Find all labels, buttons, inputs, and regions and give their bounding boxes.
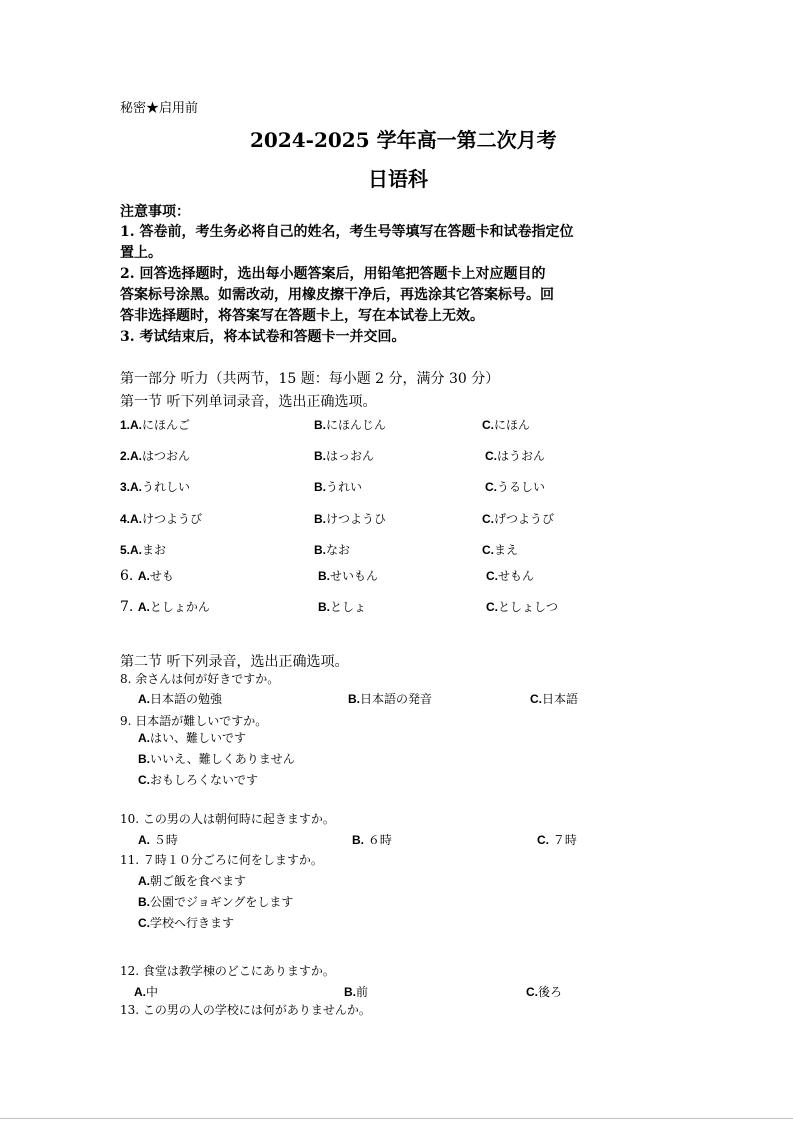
question-13: 13. この男の人の学校には何がありませんか。: [120, 1003, 371, 1017]
option-label: B.: [314, 543, 326, 557]
question-8-option-b: [348, 690, 432, 707]
option-text: ６時: [367, 833, 392, 847]
question-3-option-c: [485, 478, 545, 495]
question-11-option-c: [138, 914, 234, 931]
option-text: 日本語の発音: [360, 692, 433, 706]
option-text: にほんじん: [326, 418, 387, 432]
question-5-option-c: [482, 541, 518, 558]
question-12: 12. 食堂は教学棟のどこにありますか。: [120, 964, 335, 978]
question-7-option-c: [486, 598, 558, 615]
question-2-option-c: [485, 447, 545, 464]
option-text: 学校へ行きます: [150, 916, 235, 930]
option-label: A.: [130, 418, 143, 432]
option-label: B.: [352, 833, 364, 847]
question-number: 5.: [120, 543, 131, 557]
option-text: うれしい: [142, 480, 191, 494]
notice-item-1-line-2: 置上。: [120, 245, 162, 261]
question-6-option-c: [486, 567, 534, 584]
option-label: B.: [138, 895, 150, 909]
notice-item-1-line-1: 答卷前，考生务必将自己的姓名，考生号等填写在答题卡和试卷指定位: [139, 224, 574, 240]
notice-num-2: 2.: [120, 266, 135, 282]
notice-item-2: [120, 263, 546, 283]
option-label: C.: [482, 418, 494, 432]
notice-item-2-line-3: 答非选择题时，将答案写在答题卡上，写在本试卷上无效。: [120, 308, 484, 324]
question-9: 9. 日本語が難しいですか。: [120, 714, 268, 728]
option-label: C.: [526, 985, 538, 999]
question-number: 2.: [120, 449, 131, 463]
option-label: A.: [137, 569, 150, 583]
option-text: 公園でジョギングをします: [150, 895, 294, 909]
option-label: B.: [344, 985, 356, 999]
option-label: A.: [134, 985, 146, 999]
question-8-option-a: [138, 690, 222, 707]
option-label: C.: [485, 480, 497, 494]
question-9-option-a: [138, 729, 246, 746]
option-label: A.: [130, 543, 143, 557]
question-9-option-c: [138, 771, 258, 788]
question-number: 4.: [120, 512, 131, 526]
question-5-option-b: [314, 541, 350, 558]
question-4-option-c: [482, 510, 554, 527]
notice-num-3: 3.: [120, 329, 135, 345]
option-text: はっおん: [326, 449, 375, 463]
option-label: C.: [537, 833, 549, 847]
confidential-label: 秘密★启用前: [120, 101, 199, 116]
option-text: なお: [326, 543, 351, 557]
question-12-option-a: [134, 983, 158, 1000]
option-text: 朝ご飯を食べます: [150, 874, 247, 888]
option-label: A.: [130, 512, 143, 526]
question-10: 10. この男の人は朝何時に起きますか。: [120, 812, 335, 826]
question-number: 1.: [120, 418, 131, 432]
notice-heading: 注意事项：: [120, 204, 190, 220]
option-label: B.: [348, 692, 360, 706]
notice-item-2-line-1: 回答选择题时，选出每小题答案后，用铅笔把答题卡上对应题目的: [139, 266, 546, 282]
question-4: [120, 510, 202, 527]
option-text: けつようび: [142, 512, 203, 526]
option-text: せもん: [498, 569, 535, 583]
notice-item-2-line-2: 答案标号涂黑。如需改动，用橡皮擦干净后，再选涂其它答案标号。回: [120, 287, 554, 303]
question-number: 7.: [120, 599, 138, 615]
option-label: B.: [314, 512, 326, 526]
option-label: C.: [486, 569, 498, 583]
question-10-option-b: [352, 831, 392, 848]
option-label: A.: [130, 480, 143, 494]
section2-heading: 第二节 听下列录音，选出正确选项。: [120, 654, 349, 670]
option-label: B.: [314, 449, 326, 463]
question-12-option-c: [526, 983, 562, 1000]
option-text: いいえ、難しくありません: [150, 752, 295, 766]
question-4-option-b: [314, 510, 386, 527]
option-text: ７時: [552, 833, 577, 847]
option-label: A.: [130, 449, 143, 463]
option-label: A.: [138, 731, 150, 745]
question-10-option-c: [537, 831, 577, 848]
exam-subject: 日语科: [368, 167, 428, 191]
part1-heading: 第一部分 听力（共两节，15 题：每小题 2 分，满分 30 分）: [120, 371, 500, 387]
question-8-option-c: [530, 690, 578, 707]
option-label: A.: [137, 600, 150, 614]
option-text: おもしろくないです: [150, 773, 259, 787]
question-12-option-b: [344, 983, 368, 1000]
option-text: 後ろ: [538, 985, 563, 999]
option-text: としょしつ: [498, 600, 559, 614]
question-6-option-b: [318, 567, 378, 584]
question-8: 8. 余さんは何が好きですか。: [120, 672, 280, 686]
option-label: B.: [314, 418, 326, 432]
notice-num-1: 1.: [120, 224, 135, 240]
question-1-option-c: [482, 416, 530, 433]
notice-item-1: [120, 221, 574, 241]
question-2: [120, 447, 190, 464]
option-text: ５時: [153, 833, 178, 847]
option-text: はい、難しいです: [150, 731, 247, 745]
question-1: [120, 416, 190, 433]
question-11-option-a: [138, 872, 246, 889]
option-text: まえ: [494, 543, 519, 557]
option-text: 中: [146, 985, 159, 999]
question-9-option-b: [138, 750, 295, 767]
option-label: C.: [530, 692, 542, 706]
page-bottom-divider: [0, 1118, 793, 1119]
option-label: A.: [138, 692, 150, 706]
option-text: げつようび: [494, 512, 555, 526]
option-text: にほんご: [142, 418, 191, 432]
option-label: C.: [485, 449, 497, 463]
option-label: B.: [318, 600, 330, 614]
option-text: 前: [356, 985, 369, 999]
option-text: うるしい: [497, 480, 546, 494]
option-text: まお: [142, 543, 167, 557]
question-3-option-b: [314, 478, 362, 495]
option-label: B.: [314, 480, 326, 494]
option-label: C.: [486, 600, 498, 614]
question-11: 11. ７時１０分ごろに何をしますか。: [120, 853, 323, 867]
option-label: A.: [138, 874, 150, 888]
option-label: A.: [138, 833, 150, 847]
exam-title: 2024-2025 学年高一第二次月考: [250, 128, 557, 152]
notice-item-3: [120, 326, 406, 346]
option-label: B.: [138, 752, 150, 766]
question-7-option-b: [318, 598, 366, 615]
question-number: 3.: [120, 480, 131, 494]
option-label: C.: [482, 512, 494, 526]
question-11-option-b: [138, 893, 293, 910]
option-text: としょかん: [149, 600, 210, 614]
question-3: [120, 478, 190, 495]
question-5: [120, 541, 166, 558]
option-text: けつようひ: [326, 512, 387, 526]
option-text: にほん: [494, 418, 531, 432]
question-10-option-a: [138, 831, 178, 848]
question-number: 6.: [120, 568, 138, 584]
question-2-option-b: [314, 447, 374, 464]
option-label: C.: [138, 916, 150, 930]
question-6: [120, 567, 174, 584]
option-text: はつおん: [142, 449, 191, 463]
section1-heading: 第一节 听下列单词录音，选出正确选项。: [120, 394, 377, 410]
option-text: せいもん: [330, 569, 379, 583]
option-text: 日本語: [542, 692, 579, 706]
option-label: B.: [318, 569, 330, 583]
option-label: C.: [138, 773, 150, 787]
option-text: うれい: [326, 480, 363, 494]
option-text: せも: [149, 569, 174, 583]
question-1-option-b: [314, 416, 386, 433]
option-text: はうおん: [497, 449, 546, 463]
notice-item-3-text: 考试结束后，将本试卷和答题卡一并交回。: [139, 329, 406, 345]
option-text: 日本語の勉強: [150, 692, 223, 706]
option-text: としょ: [330, 600, 367, 614]
option-label: C.: [482, 543, 494, 557]
question-7: [120, 598, 210, 615]
